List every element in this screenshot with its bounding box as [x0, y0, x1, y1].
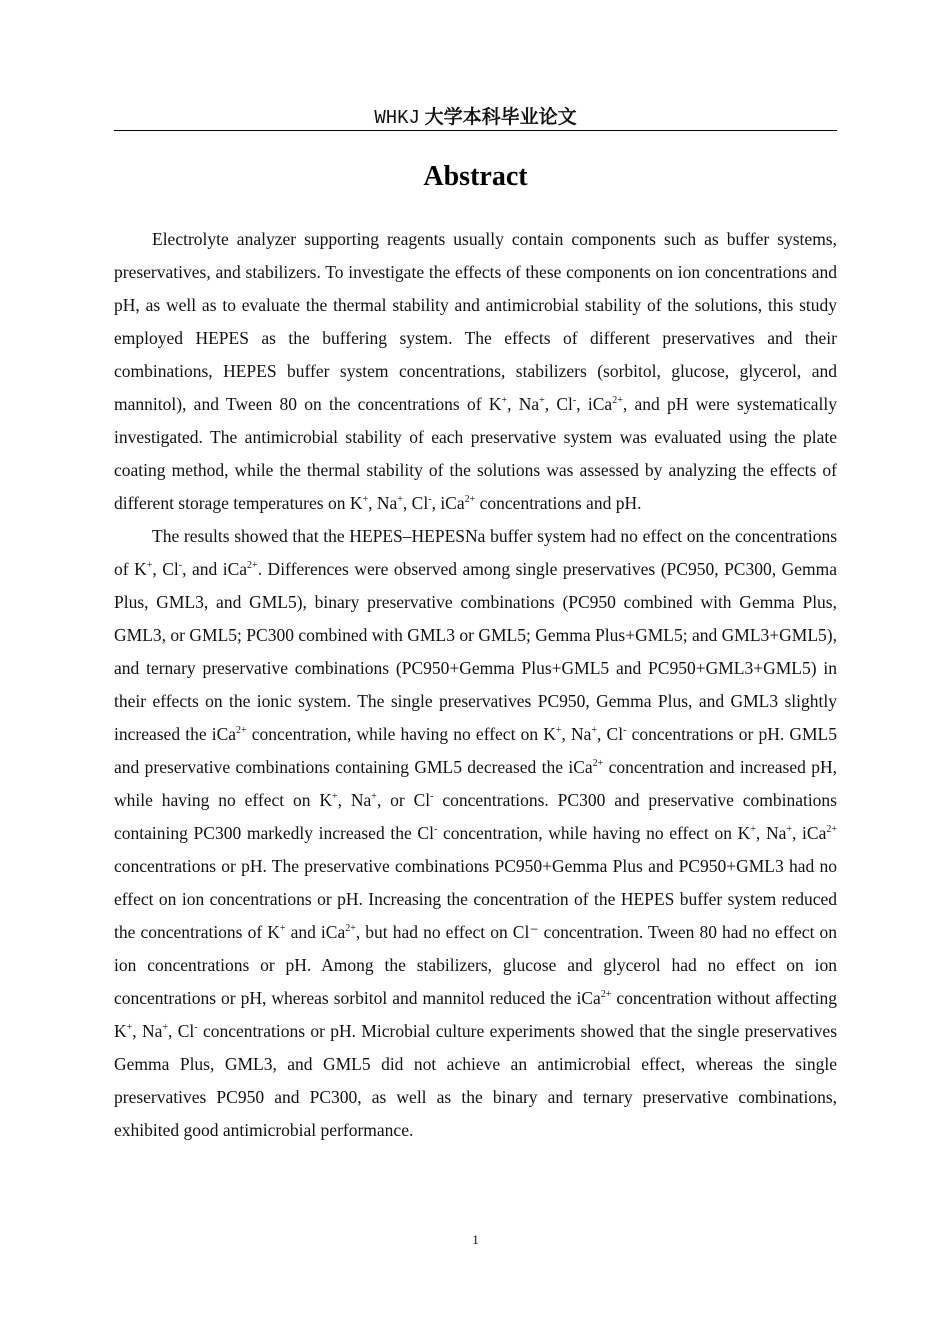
- superscript-charge: +: [555, 725, 562, 736]
- text-run: , iCa: [576, 394, 613, 414]
- superscript-charge: 2+: [236, 725, 247, 736]
- superscript-charge: 2+: [592, 758, 604, 769]
- superscript-charge: -: [194, 1022, 198, 1033]
- text-run: , or Cl: [376, 790, 431, 810]
- superscript-charge: -: [572, 395, 577, 406]
- superscript-charge: +: [146, 560, 153, 571]
- text-run: , iCa: [792, 823, 827, 843]
- superscript-charge: 2+: [826, 824, 837, 835]
- superscript-charge: +: [397, 494, 403, 505]
- text-run: , Na: [368, 493, 398, 513]
- header-cjk: 大学本科毕业论文: [424, 106, 577, 128]
- text-run: Electrolyte analyzer supporting reagents usually contain components such as buffer systems, preservatives, and stabilizers. To investigate the effects of these components on ion concentrations and pH, as well as to evaluate the thermal stability and antimicrobial stability of the solutions, this study employed HEPES as the buffering system. The effects of different preservatives and their combinations, HEPES buffer system concentrations, stabilizers (sorbitol, glucose, glycerol, and mannitol), and Tween 80 on the concentrations of K: [114, 229, 837, 414]
- text-run: The results showed that the HEPES–HEPESNa buffer system had no effect on the concentrations of K: [114, 526, 837, 579]
- text-run: , Cl: [544, 394, 573, 414]
- superscript-charge: -: [433, 824, 438, 835]
- text-run: , Na: [132, 1021, 163, 1041]
- header-latin: WHKJ: [374, 107, 420, 129]
- superscript-charge: +: [539, 395, 545, 406]
- superscript-charge: +: [591, 725, 598, 736]
- superscript-charge: -: [430, 791, 434, 802]
- text-run: , and pH were systematically investigated. The antimicrobial stability of each preservative system was evaluated using the plate coating method, while the thermal stability of the solutions was assessed by analyzing the effects of different storage temperatures on K: [114, 394, 837, 513]
- superscript-charge: +: [501, 395, 508, 406]
- superscript-charge: -: [623, 725, 627, 736]
- text-run: , Cl: [402, 493, 429, 513]
- text-run: concentrations or pH. The preservative combinations PC950+Gemma Plus and PC950+GML3 had no effect on ion concentrations or pH. Increasing the concentration of the HEPES buffer system reduced the concentrations of K: [114, 856, 837, 942]
- text-run: concentrations or pH. Microbial culture experiments showed that the single preservatives Gemma Plus, GML3, and GML5 did not achieve an antimicrobial effect, whereas the single preservatives PC950 and PC300, as well as the binary and ternary preservative combinations, exhibited good antimicrobial performance.: [114, 1021, 838, 1140]
- text-run: concentration, while having no effect on K: [437, 823, 751, 843]
- text-run: , Na: [755, 823, 787, 843]
- text-run: , Na: [337, 790, 372, 810]
- superscript-charge: 2+: [600, 989, 612, 1000]
- superscript-charge: 2+: [464, 494, 476, 505]
- superscript-charge: +: [279, 923, 286, 934]
- text-run: concentration and increased pH, while having no effect on K: [114, 757, 837, 810]
- superscript-charge: 2+: [345, 923, 356, 934]
- superscript-charge: -: [178, 560, 183, 571]
- superscript-charge: -: [428, 494, 432, 505]
- text-run: , and iCa: [182, 559, 248, 579]
- superscript-charge: +: [750, 824, 756, 835]
- abstract-title: Abstract: [423, 161, 528, 192]
- text-run: , Na: [561, 724, 592, 744]
- text-run: , Cl: [597, 724, 624, 744]
- text-run: , iCa: [431, 493, 465, 513]
- superscript-charge: 2+: [247, 560, 258, 571]
- text-run: . Differences were observed among single preservatives (PC950, PC300, Gemma Plus, GML3, and GML5), binary preservative combinations (PC950 combined with Gemma Plus, GML3, or GML5; PC300 combined with GML3 or GML5; Gemma Plus+GML5; and GML3+GML5), and ternary preservative combinations (PC950+Gemma Plus+GML5 and PC950+GML3+GML5) in their effects on the ionic system. The single preservatives PC950, Gemma Plus, and GML3 slightly increased the iCa: [114, 559, 837, 744]
- text-run: and iCa: [285, 922, 346, 942]
- superscript-charge: +: [126, 1022, 133, 1033]
- abstract-body: [114, 223, 837, 1147]
- abstract-paragraph: [114, 520, 837, 1147]
- superscript-charge: +: [371, 791, 377, 802]
- running-header: [114, 104, 837, 131]
- superscript-charge: +: [786, 824, 792, 835]
- text-run: , Cl: [168, 1021, 195, 1041]
- superscript-charge: +: [162, 1022, 169, 1033]
- text-run: concentrations or pH. GML5 and preservative combinations containing GML5 decreased the iCa: [114, 724, 837, 777]
- text-run: concentration, while having no effect on K: [246, 724, 556, 744]
- header-rule: [114, 130, 837, 131]
- text-run: concentration without affecting K: [114, 988, 837, 1041]
- text-run: , Cl: [152, 559, 179, 579]
- text-run: , but had no effect on Cl⁻ concentration. Tween 80 had no effect on ion concentrations or pH. Among the stabilizers, glucose and glycerol had no effect on ion concentrations or pH, whereas sorbitol and mannitol reduced the iCa: [114, 922, 838, 1008]
- superscript-charge: 2+: [612, 395, 623, 406]
- text-run: concentrations. PC300 and preservative combinations containing PC300 markedly increased the Cl: [114, 790, 837, 843]
- superscript-charge: +: [332, 791, 338, 802]
- page-number: 1: [472, 1232, 479, 1247]
- text-run: , Na: [507, 394, 540, 414]
- abstract-paragraph: [114, 223, 837, 520]
- superscript-charge: +: [362, 494, 369, 505]
- text-run: concentrations and pH.: [475, 493, 642, 513]
